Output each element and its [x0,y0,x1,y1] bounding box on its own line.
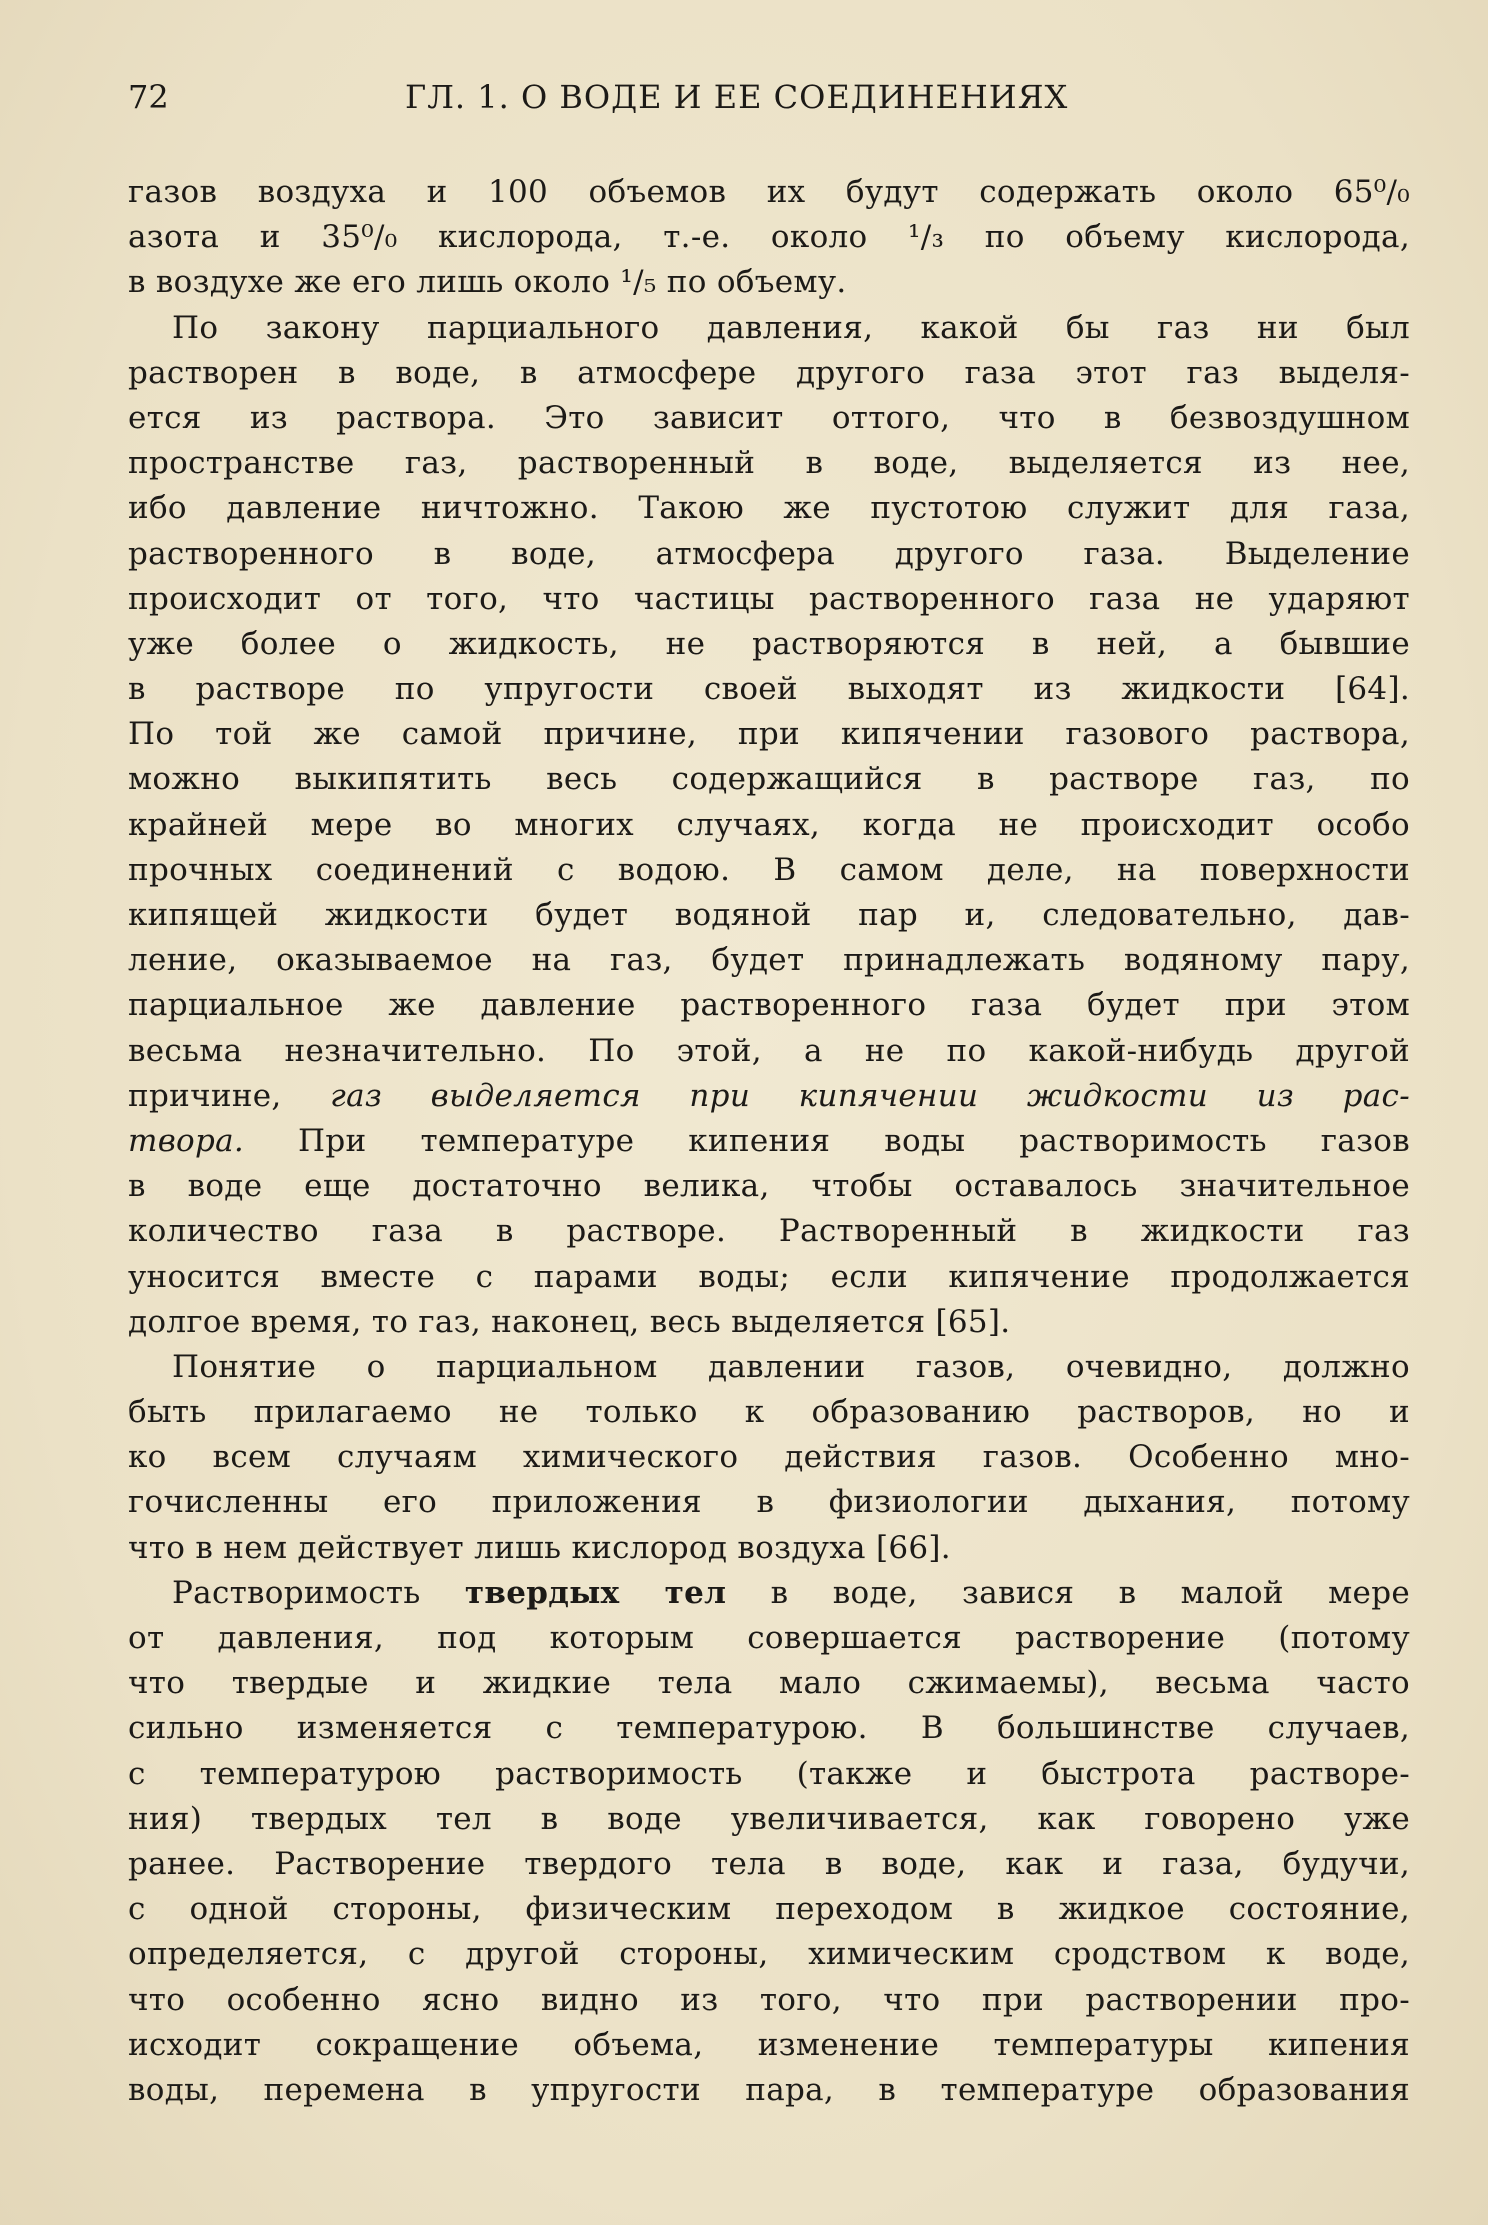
running-title: ГЛ. 1. О ВОДЕ И ЕЕ СОЕДИНЕНИЯХ [405,78,1069,116]
text-line: весьма незначительно. По этой, а не по какой-нибудь другой [128,1032,1410,1069]
text-line: что в нем действует лишь кислород воздуха [66]. [128,1529,951,1566]
paragraph-start-line [128,1571,1410,1616]
text-line: в воздухе же его лишь около ¹/₅ по объему. [128,264,847,301]
text-line: что твердые и жидкие тела мало сжимаемы), весьма часто [128,1665,1410,1702]
text-line: растворен в воде, в атмосфере другого газа этот газ выделя- [128,354,1410,391]
text-line [128,1074,1410,1119]
text-line: уносится вместе с парами воды; если кипячение продолжается [128,1258,1410,1295]
text-line: ется из раствора. Это зависит оттого, что в безвоздушном [128,399,1410,436]
page-number: 72 [128,78,169,116]
text-run: При температуре кипения воды растворимость газов [244,1122,1410,1159]
text-line: в растворе по упругости своей выходят из жидкости [64]. [128,671,1410,708]
text-line: что особенно ясно видно из того, что при растворении про- [128,1981,1410,2018]
body-text [128,170,1410,2113]
page-header [128,78,1408,128]
paragraph-start-line: По закону парциального давления, какой бы газ ни был [172,309,1410,346]
text-line: гочисленны его приложения в физиологии дыхания, потому [128,1484,1410,1521]
text-line: ибо давление ничтожно. Такою же пустотою служит для газа, [128,490,1410,527]
text-run: в воде, завися в малой мере [726,1574,1410,1611]
text-line: в воде еще достаточно велика, чтобы оставалось значительное [128,1168,1410,1205]
text-line: прочных соединений с водою. В самом деле, на поверхности [128,851,1410,888]
text-line: кипящей жидкости будет водяной пар и, следовательно, дав- [128,897,1410,933]
text-line [128,1119,1410,1164]
text-line: с температурою растворимость (также и быстрота растворе- [128,1755,1410,1792]
text-run: причине, [128,1077,331,1114]
text-line: количество газа в растворе. Растворенный в жидкости газ [128,1213,1410,1250]
text-line: По той же самой причине, при кипячении газового раствора, [128,716,1410,753]
text-line: крайней мере во многих случаях, когда не происходит особо [128,806,1410,843]
text-line: определяется, с другой стороны, химическим сродством к воде, [128,1936,1410,1973]
text-line: сильно изменяется с температурою. В большинстве случаев, [128,1710,1410,1747]
text-line: ния) твердых тел в воде увеличивается, как говорено уже [128,1800,1410,1837]
paragraph-start-line: Понятие о парциальном давлении газов, очевидно, должно [172,1348,1410,1385]
text-line: ление, оказываемое на газ, будет принадлежать водяному пару, [128,942,1410,979]
text-line: парциальное же давление растворенного газа будет при этом [128,987,1410,1024]
text-line: азота и 35⁰/₀ кислорода, т.-е. около ¹/₃ по объему кислорода, [128,219,1410,256]
text-line: быть прилагаемо не только к образованию растворов, но и [128,1394,1410,1431]
bold-term: твердых тел [464,1574,727,1611]
text-line: от давления, под которым совершается растворение (потому [128,1620,1410,1656]
text-line: ко всем случаям химического действия газов. Особенно мно- [128,1439,1410,1476]
italic-emphasis: газ выделяется при кипячении жидкости из рас- [330,1077,1410,1114]
text-line: исходит сокращение объема, изменение температуры кипения [128,2026,1410,2063]
text-line: происходит от того, что частицы растворенного газа не ударяют [128,580,1410,617]
text-line: можно выкипятить весь содержащийся в растворе газ, по [128,761,1410,798]
text-line: с одной стороны, физическим переходом в жидкое состояние, [128,1891,1410,1928]
italic-emphasis: твора. [128,1122,245,1159]
text-line: долгое время, то газ, наконец, весь выделяется [65]. [128,1303,1011,1340]
text-line: воды, перемена в упругости пара, в температуре образования [128,2071,1410,2108]
text-line: газов воздуха и 100 объемов их будут содержать около 65⁰/₀ [128,174,1410,210]
text-line: растворенного в воде, атмосфера другого газа. Выделение [128,535,1410,572]
text-line: пространстве газ, растворенный в воде, выделяется из нее, [128,445,1410,482]
text-line: уже более о жидкость, не растворяются в ней, а бывшие [128,625,1410,662]
text-line: ранее. Растворение твердого тела в воде, как и газа, будучи, [128,1845,1410,1882]
text-run: Растворимость [172,1574,465,1611]
